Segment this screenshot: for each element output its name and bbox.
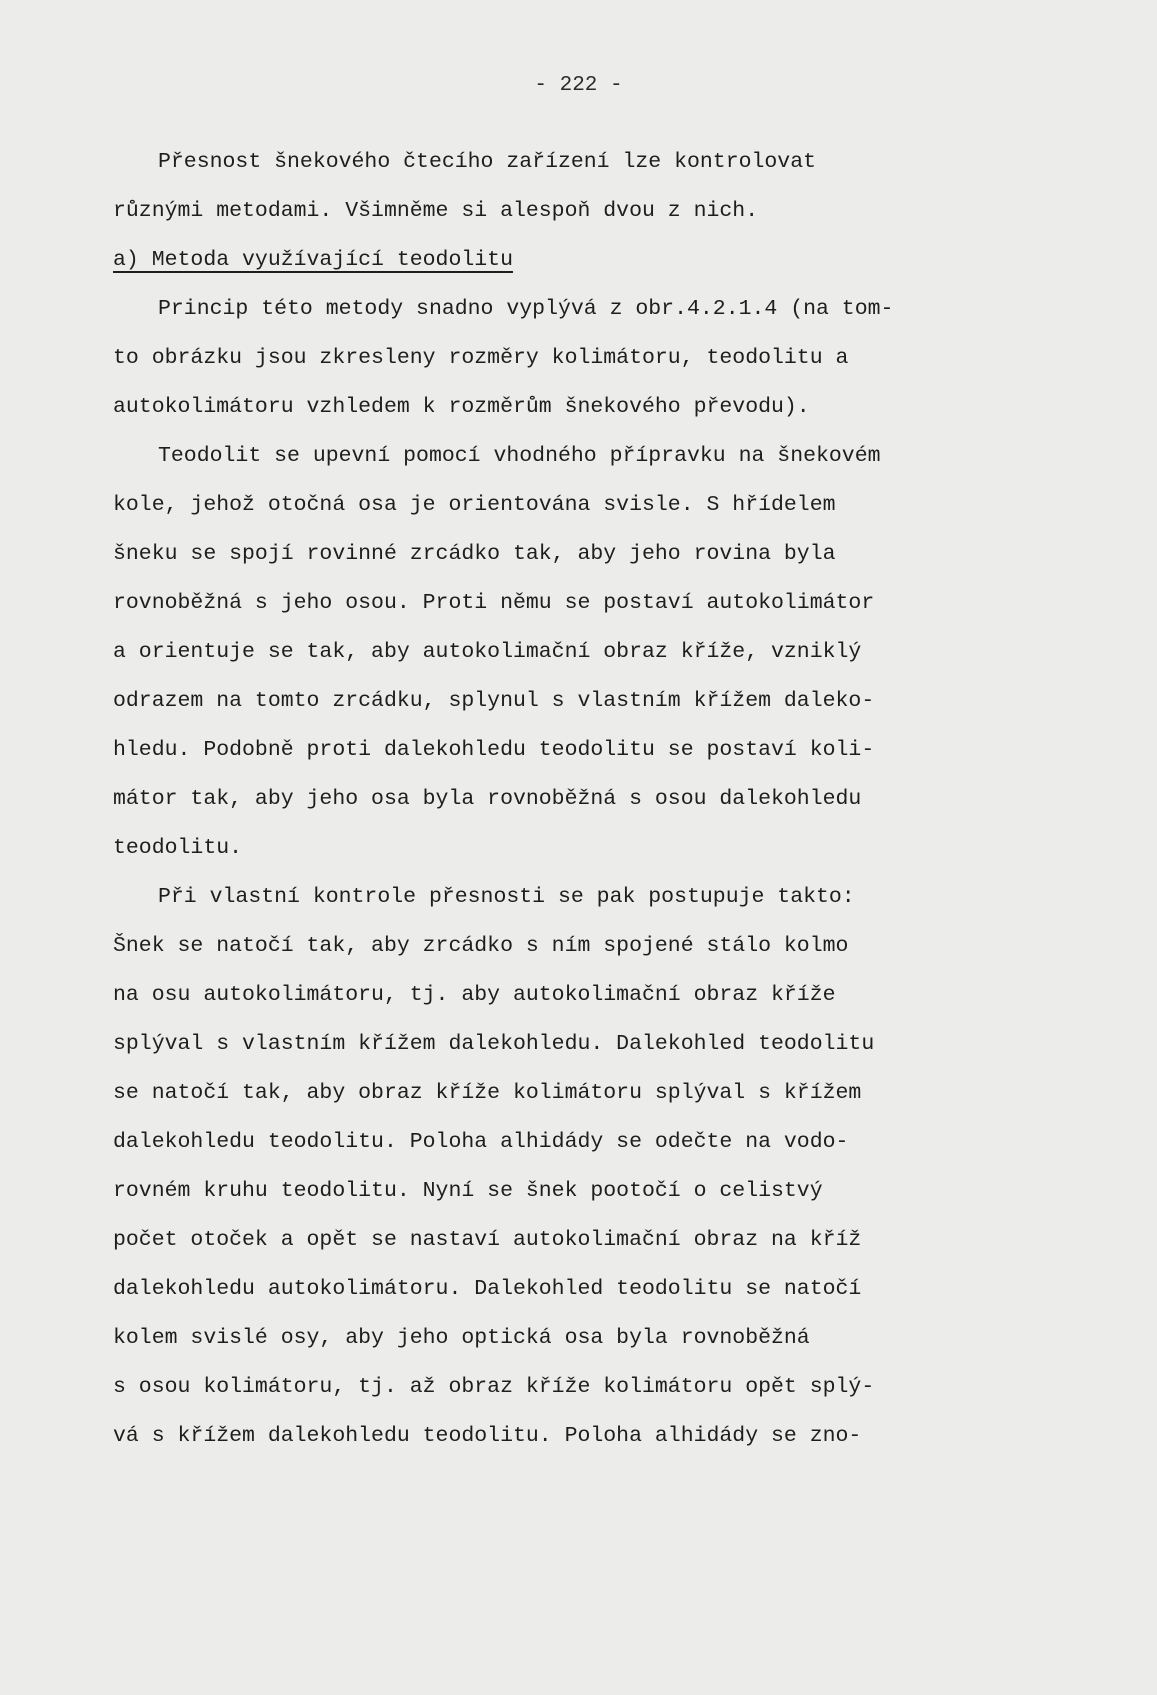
section-a-heading: a) Metoda využívající teodolitu xyxy=(113,248,513,272)
paragraph-line: kole, jehož otočná osa je orientována svisle. S hřídelem xyxy=(113,493,836,517)
intro-line-2: různými metodami. Všimněme si alespoň dvou z nich. xyxy=(113,199,759,223)
paragraph-line: hledu. Podobně proti dalekohledu teodolitu se postaví koli- xyxy=(113,738,875,762)
paragraph-line: odrazem na tomto zrcádku, splynul s vlastním křížem daleko- xyxy=(113,689,875,713)
paragraph-line: mátor tak, aby jeho osa byla rovnoběžná s osou dalekohledu xyxy=(113,787,862,811)
paragraph-line: na osu autokolimátoru, tj. aby autokolimační obraz kříže xyxy=(113,983,836,1007)
paragraph-line: kolem svislé osy, aby jeho optická osa byla rovnoběžná xyxy=(113,1326,810,1350)
document-body xyxy=(113,138,1043,1461)
paragraph-line: rovném kruhu teodolitu. Nyní se šnek pootočí o celistvý xyxy=(113,1179,823,1203)
paragraph-line: rovnoběžná s jeho osou. Proti němu se postaví autokolimátor xyxy=(113,591,875,615)
intro-line-1: Přesnost šnekového čtecího zařízení lze kontrolovat xyxy=(158,150,817,174)
paragraph-line: Šnek se natočí tak, aby zrcádko s ním spojené stálo kolmo xyxy=(113,934,849,958)
paragraph-line: Teodolit se upevní pomocí vhodného přípravku na šnekovém xyxy=(158,444,881,468)
paragraph-line: dalekohledu teodolitu. Poloha alhidády se odečte na vodo- xyxy=(113,1130,849,1154)
paragraph-line: to obrázku jsou zkresleny rozměry kolimátoru, teodolitu a xyxy=(113,346,849,370)
paragraph-line: vá s křížem dalekohledu teodolitu. Poloha alhidády se zno- xyxy=(113,1424,862,1448)
paragraph-line: splýval s vlastním křížem dalekohledu. Dalekohled teodolitu xyxy=(113,1032,875,1056)
paragraph-line: šneku se spojí rovinné zrcádko tak, aby jeho rovina byla xyxy=(113,542,836,566)
paragraph-line: dalekohledu autokolimátoru. Dalekohled teodolitu se natočí xyxy=(113,1277,862,1301)
paragraph-line: a orientuje se tak, aby autokolimační obraz kříže, vzniklý xyxy=(113,640,862,664)
paragraph-line: Při vlastní kontrole přesnosti se pak postupuje takto: xyxy=(158,885,855,909)
paragraph-line: s osou kolimátoru, tj. až obraz kříže kolimátoru opět splý- xyxy=(113,1375,875,1399)
paragraph-procedure xyxy=(113,873,1043,1461)
paragraph-line: teodolitu. xyxy=(113,836,243,860)
page-number: - 222 - xyxy=(534,74,623,97)
paragraph-setup xyxy=(113,432,1043,873)
paragraph-line: autokolimátoru vzhledem k rozměrům šnekového převodu). xyxy=(113,395,810,419)
paragraph-line: se natočí tak, aby obraz kříže kolimátoru splýval s křížem xyxy=(113,1081,862,1105)
paragraph-principle xyxy=(113,285,1043,432)
paragraph-line: Princip této metody snadno vyplývá z obr.4.2.1.4 (na tom- xyxy=(158,297,894,321)
paragraph-line: počet otoček a opět se nastaví autokolimační obraz na kříž xyxy=(113,1228,862,1252)
